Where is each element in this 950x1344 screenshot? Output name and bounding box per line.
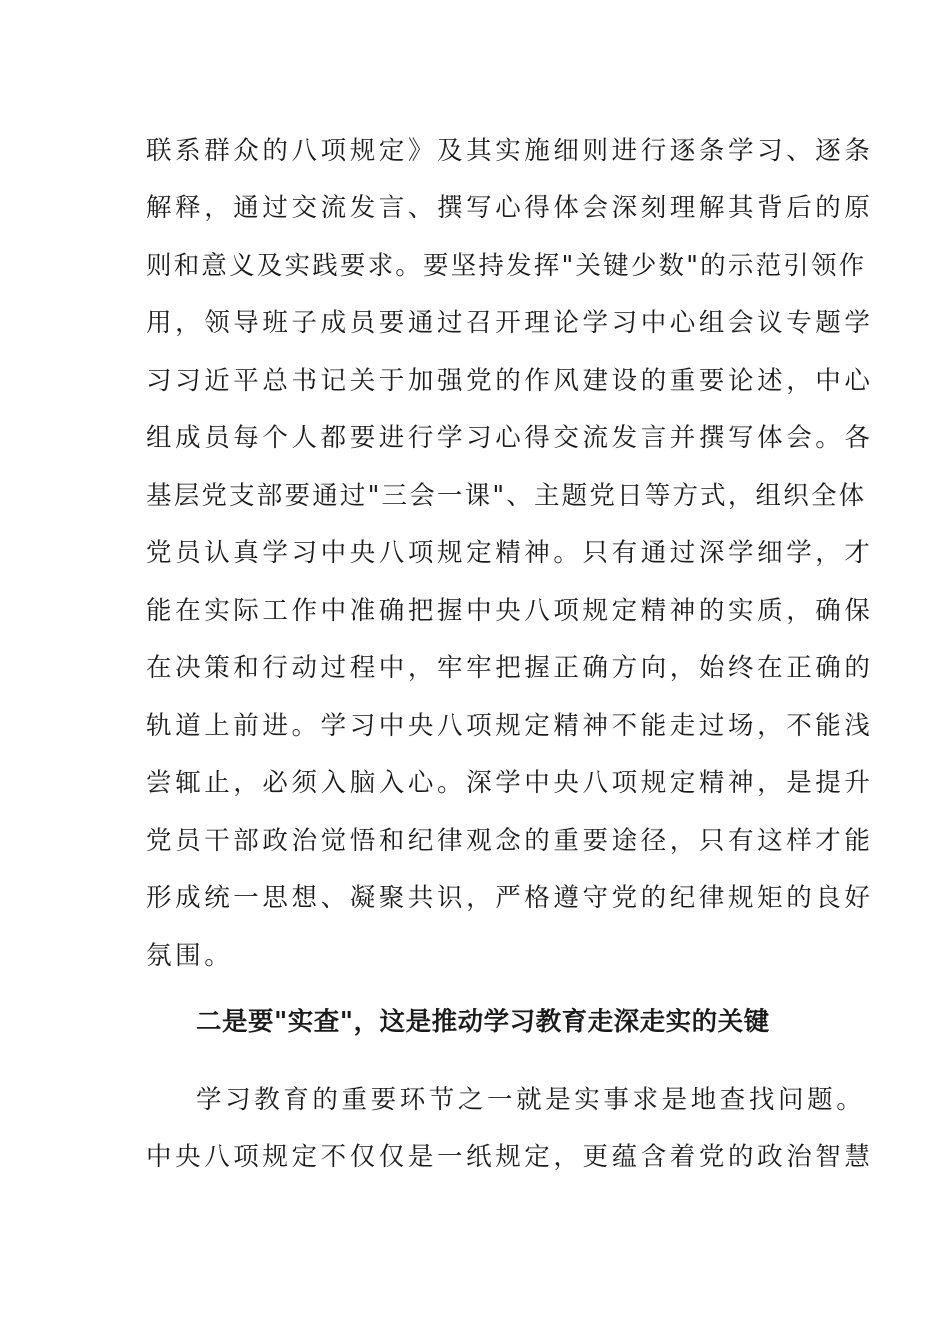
section-heading: 二是要"实查"，这是推动学习教育走深走实的关键: [196, 1007, 770, 1037]
paragraph-1-line-12: 尝辄止，必须入脑入心。深学中央八项规定精神，是提升: [146, 768, 874, 798]
paragraph-1-line-6: 组成员每个人都要进行学习心得交流发言并撰写体会。各: [146, 423, 874, 453]
paragraph-1-line-3: 则和意义及实践要求。要坚持发挥"关键少数"的示范引领作: [146, 251, 867, 281]
paragraph-1-line-11: 轨道上前进。学习中央八项规定精神不能走过场，不能浅: [146, 711, 874, 741]
paragraph-1-line-4: 用，领导班子成员要通过召开理论学习中心组会议专题学: [146, 308, 874, 338]
paragraph-1-line-7: 基层党支部要通过"三会一课"、主题党日等方式，组织全体: [146, 481, 867, 511]
paragraph-2-line-2: 中央八项规定不仅仅是一纸规定，更蕴含着党的政治智慧: [146, 1142, 874, 1172]
paragraph-1-line-2: 解释，通过交流发言、撰写心得体会深刻理解其背后的原: [146, 193, 874, 223]
paragraph-1-line-8: 党员认真学习中央八项规定精神。只有通过深学细学，才: [146, 538, 874, 568]
paragraph-2-line-1: 学习教育的重要环节之一就是实事求是地查找问题。: [196, 1085, 866, 1115]
paragraph-1-line-5: 习习近平总书记关于加强党的作风建设的重要论述，中心: [146, 366, 874, 396]
paragraph-1-line-15: 氛围。: [146, 941, 234, 971]
paragraph-1-line-9: 能在实际工作中准确把握中央八项规定精神的实质，确保: [146, 596, 874, 626]
paragraph-1-line-14: 形成统一思想、凝聚共识，严格遵守党的纪律规矩的良好: [146, 883, 874, 913]
paragraph-1-line-10: 在决策和行动过程中，牢牢把握正确方向，始终在正确的: [146, 653, 874, 683]
paragraph-1-line-1: 联系群众的八项规定》及其实施细则进行逐条学习、逐条: [146, 136, 874, 166]
paragraph-1-line-13: 党员干部政治觉悟和纪律观念的重要途径，只有这样才能: [146, 826, 874, 856]
